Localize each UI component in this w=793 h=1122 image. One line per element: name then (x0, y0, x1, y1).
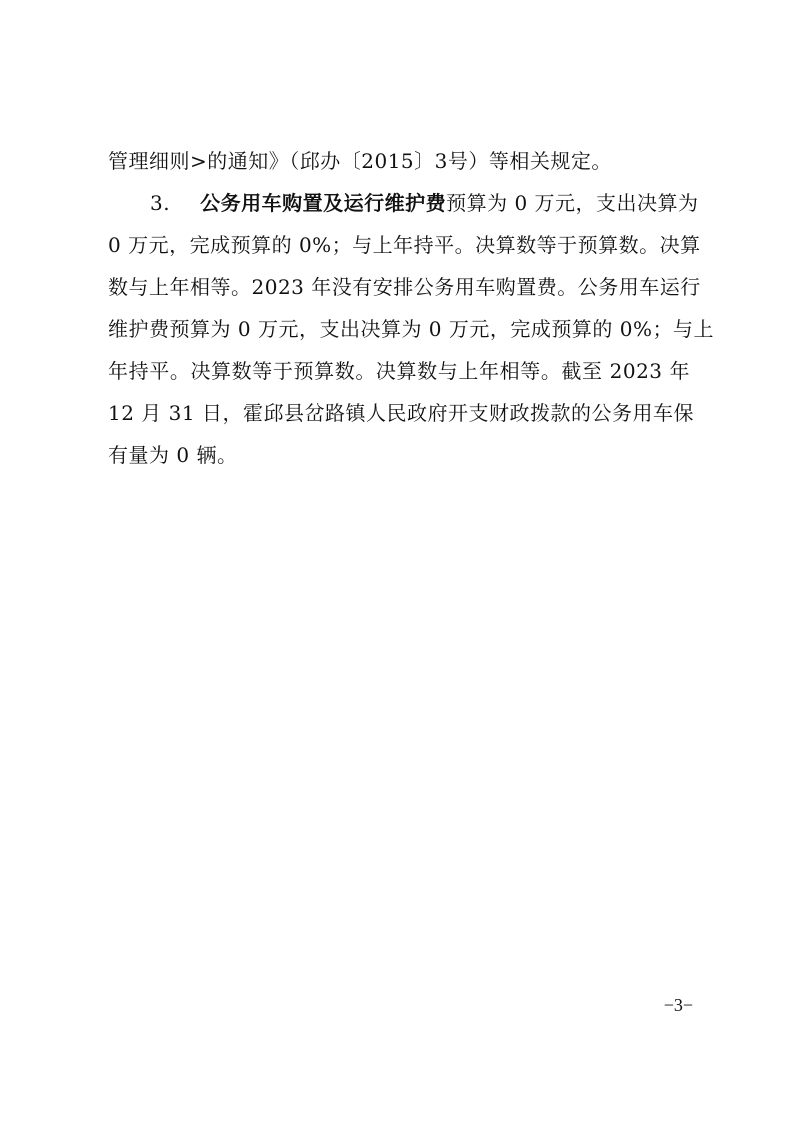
page-number: −3− (663, 995, 693, 1015)
text-line-3: 0 万元，完成预算的 0%；与上年持平。决算数等于预算数。决算 (108, 233, 701, 257)
section-heading: 公务用车购置及运行维护费 (200, 191, 447, 215)
item-number: 3. (150, 191, 171, 215)
text-line-2 (150, 186, 699, 220)
text-line-8: 有量为 0 辆。 (108, 443, 238, 467)
text-line-7: 12 月 31 日，霍邱县岔路镇人民政府开支财政拨款的公务用车保 (108, 401, 694, 425)
text-line-4: 数与上年相等。2023 年没有安排公务用车购置费。公务用车运行 (108, 275, 701, 299)
text-line-2-rest: 预算为 0 万元，支出决算为 (446, 191, 699, 215)
text-line-6: 年持平。决算数等于预算数。决算数与上年相等。截至 2023 年 (108, 359, 690, 383)
text-line-5: 维护费预算为 0 万元，支出决算为 0 万元，完成预算的 0%；与上 (108, 317, 714, 341)
text-line-1: 管理细则>的通知》（邱办〔2015〕3号）等相关规定。 (108, 149, 612, 173)
